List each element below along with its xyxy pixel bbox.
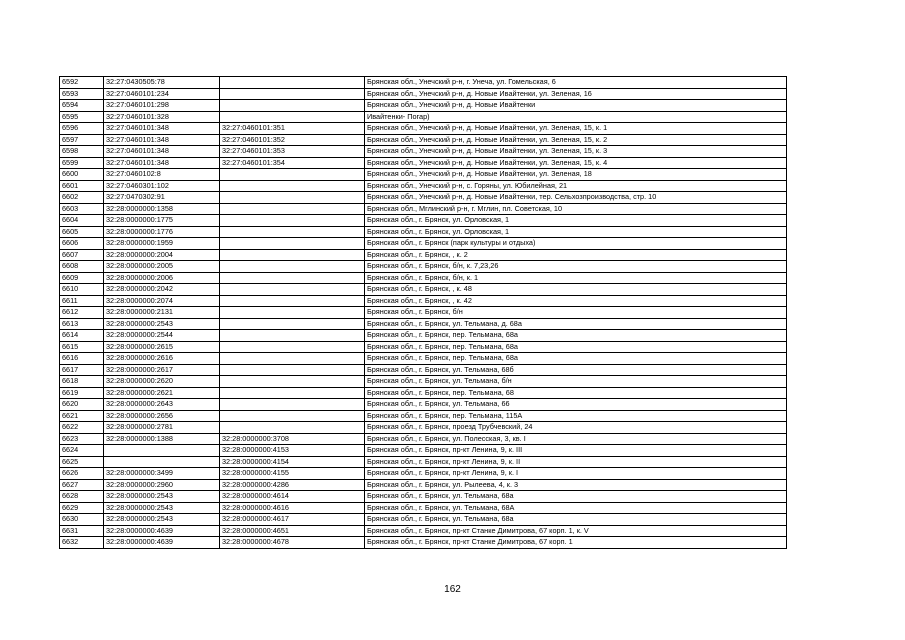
row-number-cell: 6603: [60, 203, 104, 215]
linked-cadastral-number-cell: [220, 272, 365, 284]
cadastral-number-cell: 32:28:0000000:2042: [104, 284, 220, 296]
linked-cadastral-number-cell: [220, 376, 365, 388]
linked-cadastral-number-cell: [220, 318, 365, 330]
cadastral-number-cell: 32:28:0000000:2074: [104, 295, 220, 307]
linked-cadastral-number-cell: 32:27:0460101:352: [220, 134, 365, 146]
address-cell: Брянская обл., Унечский р-н, д. Новые Ивайтенки, ул. Зеленая, 18: [365, 169, 787, 181]
table-row: [60, 238, 787, 250]
linked-cadastral-number-cell: [220, 261, 365, 273]
table-row: [60, 364, 787, 376]
address-cell: Брянская обл., г. Брянск, ул. Полесская, 3, кв. I: [365, 433, 787, 445]
cadastral-number-cell: 32:28:0000000:1388: [104, 433, 220, 445]
table-row: [60, 203, 787, 215]
cadastral-number-cell: 32:28:0000000:2960: [104, 479, 220, 491]
address-cell: Брянская обл., Унечский р-н, д. Новые Ивайтенки, ул. Зеленая, 15, к. 2: [365, 134, 787, 146]
linked-cadastral-number-cell: [220, 341, 365, 353]
address-cell: Брянская обл., г. Брянск, ул. Орловская, 1: [365, 226, 787, 238]
linked-cadastral-number-cell: [220, 295, 365, 307]
address-cell: Брянская обл., г. Брянск, ул. Рылеева, 4, к. 3: [365, 479, 787, 491]
address-cell: Брянская обл., г. Брянск, проезд Трубчевский, 24: [365, 422, 787, 434]
row-number-cell: 6628: [60, 491, 104, 503]
address-cell: Брянская обл., г. Брянск, пр-кт Станке Димитрова, 67 корп. 1: [365, 537, 787, 549]
address-cell: Брянская обл., г. Брянск, ул. Тельмана, д. 68а: [365, 318, 787, 330]
cadastral-number-cell: 32:27:0460101:328: [104, 111, 220, 123]
row-number-cell: 6622: [60, 422, 104, 434]
cadastral-number-cell: 32:27:0460101:348: [104, 134, 220, 146]
row-number-cell: 6629: [60, 502, 104, 514]
linked-cadastral-number-cell: [220, 307, 365, 319]
linked-cadastral-number-cell: [220, 238, 365, 250]
address-cell: Ивайтенки- Погар): [365, 111, 787, 123]
linked-cadastral-number-cell: [220, 215, 365, 227]
row-number-cell: 6596: [60, 123, 104, 135]
cadastral-number-cell: 32:27:0460101:348: [104, 146, 220, 158]
linked-cadastral-number-cell: [220, 399, 365, 411]
table-row: [60, 134, 787, 146]
table-row: [60, 433, 787, 445]
linked-cadastral-number-cell: 32:28:0000000:4286: [220, 479, 365, 491]
cadastral-number-cell: 32:28:0000000:2543: [104, 318, 220, 330]
row-number-cell: 6597: [60, 134, 104, 146]
row-number-cell: 6630: [60, 514, 104, 526]
cadastral-number-cell: 32:28:0000000:1358: [104, 203, 220, 215]
cadastral-number-cell: 32:28:0000000:2656: [104, 410, 220, 422]
cadastral-number-cell: 32:28:0000000:2006: [104, 272, 220, 284]
address-cell: Брянская обл., г. Брянск, пер. Тельмана, 68а: [365, 330, 787, 342]
linked-cadastral-number-cell: [220, 226, 365, 238]
linked-cadastral-number-cell: [220, 410, 365, 422]
address-cell: Брянская обл., Унечский р-н, д. Новые Ивайтенки, ул. Зеленая, 15, к. 4: [365, 157, 787, 169]
linked-cadastral-number-cell: [220, 100, 365, 112]
address-cell: Брянская обл., г. Брянск, , к. 48: [365, 284, 787, 296]
linked-cadastral-number-cell: 32:28:0000000:4651: [220, 525, 365, 537]
address-cell: Брянская обл., Унечский р-н, д. Новые Ивайтенки: [365, 100, 787, 112]
address-cell: Брянская обл., Унечский р-н, д. Новые Ивайтенки, ул. Зеленая, 15, к. 3: [365, 146, 787, 158]
address-cell: Брянская обл., Унечский р-н, д. Новые Ивайтенки, тер. Сельхозпроизводства, стр. 10: [365, 192, 787, 204]
row-number-cell: 6632: [60, 537, 104, 549]
cadastral-number-cell: 32:27:0430505:78: [104, 77, 220, 89]
table-row: [60, 479, 787, 491]
row-number-cell: 6618: [60, 376, 104, 388]
linked-cadastral-number-cell: 32:28:0000000:4154: [220, 456, 365, 468]
row-number-cell: 6621: [60, 410, 104, 422]
registry-table: [59, 76, 787, 549]
linked-cadastral-number-cell: 32:28:0000000:3708: [220, 433, 365, 445]
linked-cadastral-number-cell: [220, 284, 365, 296]
cadastral-number-cell: [104, 456, 220, 468]
cadastral-number-cell: 32:28:0000000:2616: [104, 353, 220, 365]
cadastral-number-cell: [104, 445, 220, 457]
table-row: [60, 514, 787, 526]
table-row: [60, 111, 787, 123]
row-number-cell: 6623: [60, 433, 104, 445]
address-cell: Брянская обл., г. Брянск, ул. Тельмана, б/н: [365, 376, 787, 388]
registry-table-body: [60, 77, 787, 549]
row-number-cell: 6606: [60, 238, 104, 250]
address-cell: Брянская обл., г. Брянск, ул. Орловская, 1: [365, 215, 787, 227]
address-cell: Брянская обл., г. Брянск, ул. Тельмана, 68а: [365, 514, 787, 526]
cadastral-number-cell: 32:27:0460101:348: [104, 157, 220, 169]
address-cell: Брянская обл., г. Брянск, пр-кт Станке Димитрова, 67 корп. 1, к. V: [365, 525, 787, 537]
linked-cadastral-number-cell: 32:27:0460101:354: [220, 157, 365, 169]
address-cell: Брянская обл., г. Брянск, пер. Тельмана, 68: [365, 387, 787, 399]
cadastral-number-cell: 32:28:0000000:2781: [104, 422, 220, 434]
linked-cadastral-number-cell: 32:28:0000000:4614: [220, 491, 365, 503]
cadastral-number-cell: 32:28:0000000:2543: [104, 514, 220, 526]
table-row: [60, 77, 787, 89]
table-row: [60, 192, 787, 204]
table-row: [60, 537, 787, 549]
cadastral-number-cell: 32:28:0000000:1959: [104, 238, 220, 250]
linked-cadastral-number-cell: [220, 111, 365, 123]
linked-cadastral-number-cell: [220, 77, 365, 89]
row-number-cell: 6607: [60, 249, 104, 261]
table-row: [60, 307, 787, 319]
table-row: [60, 341, 787, 353]
linked-cadastral-number-cell: [220, 203, 365, 215]
address-cell: Брянская обл., г. Брянск (парк культуры и отдыха): [365, 238, 787, 250]
table-row: [60, 491, 787, 503]
address-cell: Брянская обл., Унечский р-н, д. Новые Ивайтенки, ул. Зеленая, 15, к. 1: [365, 123, 787, 135]
address-cell: Брянская обл., г. Брянск, , к. 42: [365, 295, 787, 307]
table-row: [60, 410, 787, 422]
cadastral-number-cell: 32:27:0460301:102: [104, 180, 220, 192]
address-cell: Брянская обл., г. Брянск, ул. Тельмана, 66: [365, 399, 787, 411]
row-number-cell: 6624: [60, 445, 104, 457]
table-row: [60, 123, 787, 135]
cadastral-number-cell: 32:27:0460101:298: [104, 100, 220, 112]
cadastral-number-cell: 32:28:0000000:2620: [104, 376, 220, 388]
linked-cadastral-number-cell: 32:28:0000000:4617: [220, 514, 365, 526]
table-row: [60, 468, 787, 480]
row-number-cell: 6619: [60, 387, 104, 399]
linked-cadastral-number-cell: 32:27:0460101:351: [220, 123, 365, 135]
table-row: [60, 353, 787, 365]
address-cell: Брянская обл., г. Брянск, пер. Тельмана, 68а: [365, 341, 787, 353]
row-number-cell: 6592: [60, 77, 104, 89]
row-number-cell: 6627: [60, 479, 104, 491]
row-number-cell: 6613: [60, 318, 104, 330]
row-number-cell: 6609: [60, 272, 104, 284]
table-row: [60, 318, 787, 330]
address-cell: Брянская обл., г. Брянск, б/н, к. 1: [365, 272, 787, 284]
table-row: [60, 525, 787, 537]
address-cell: Брянская обл., г. Брянск, пер. Тельмана, 115А: [365, 410, 787, 422]
table-row: [60, 180, 787, 192]
table-row: [60, 169, 787, 181]
row-number-cell: 6602: [60, 192, 104, 204]
table-row: [60, 376, 787, 388]
table-row: [60, 502, 787, 514]
cadastral-number-cell: 32:28:0000000:3499: [104, 468, 220, 480]
linked-cadastral-number-cell: 32:28:0000000:4155: [220, 468, 365, 480]
table-row: [60, 100, 787, 112]
table-row: [60, 88, 787, 100]
cadastral-number-cell: 32:27:0460101:348: [104, 123, 220, 135]
row-number-cell: 6608: [60, 261, 104, 273]
table-row: [60, 157, 787, 169]
cadastral-number-cell: 32:28:0000000:2544: [104, 330, 220, 342]
page-number: 162: [444, 584, 461, 595]
address-cell: Брянская обл., г. Брянск, пр-кт Ленина, 9, к. III: [365, 445, 787, 457]
row-number-cell: 6615: [60, 341, 104, 353]
row-number-cell: 6601: [60, 180, 104, 192]
table-row: [60, 226, 787, 238]
cadastral-number-cell: 32:28:0000000:2617: [104, 364, 220, 376]
cadastral-number-cell: 32:28:0000000:2131: [104, 307, 220, 319]
table-row: [60, 387, 787, 399]
table-row: [60, 261, 787, 273]
linked-cadastral-number-cell: [220, 249, 365, 261]
cadastral-number-cell: 32:28:0000000:4639: [104, 525, 220, 537]
address-cell: Брянская обл., Унечский р-н, г. Унеча, ул. Гомельская, 6: [365, 77, 787, 89]
table-row: [60, 422, 787, 434]
row-number-cell: 6600: [60, 169, 104, 181]
cadastral-number-cell: 32:28:0000000:2615: [104, 341, 220, 353]
cadastral-number-cell: 32:28:0000000:2004: [104, 249, 220, 261]
row-number-cell: 6617: [60, 364, 104, 376]
address-cell: Брянская обл., Унечский р-н, д. Новые Ивайтенки, ул. Зеленая, 16: [365, 88, 787, 100]
cadastral-number-cell: 32:28:0000000:4639: [104, 537, 220, 549]
table-row: [60, 249, 787, 261]
cadastral-number-cell: 32:28:0000000:2621: [104, 387, 220, 399]
linked-cadastral-number-cell: [220, 330, 365, 342]
linked-cadastral-number-cell: [220, 353, 365, 365]
address-cell: Брянская обл., г. Брянск, пр-кт Ленина, 9, к. I: [365, 468, 787, 480]
row-number-cell: 6595: [60, 111, 104, 123]
cadastral-number-cell: 32:28:0000000:2005: [104, 261, 220, 273]
linked-cadastral-number-cell: [220, 169, 365, 181]
cadastral-number-cell: 32:27:0460101:234: [104, 88, 220, 100]
row-number-cell: 6594: [60, 100, 104, 112]
address-cell: Брянская обл., Мглинский р-н, г. Мглин, пл. Советская, 10: [365, 203, 787, 215]
table-row: [60, 272, 787, 284]
linked-cadastral-number-cell: 32:28:0000000:4153: [220, 445, 365, 457]
linked-cadastral-number-cell: 32:27:0460101:353: [220, 146, 365, 158]
row-number-cell: 6598: [60, 146, 104, 158]
address-cell: Брянская обл., г. Брянск, , к. 2: [365, 249, 787, 261]
table-row: [60, 445, 787, 457]
address-cell: Брянская обл., г. Брянск, ул. Тельмана, 68б: [365, 364, 787, 376]
row-number-cell: 6610: [60, 284, 104, 296]
row-number-cell: 6631: [60, 525, 104, 537]
linked-cadastral-number-cell: [220, 88, 365, 100]
row-number-cell: 6620: [60, 399, 104, 411]
address-cell: Брянская обл., г. Брянск, пр-кт Ленина, 9, к. II: [365, 456, 787, 468]
linked-cadastral-number-cell: 32:28:0000000:4616: [220, 502, 365, 514]
row-number-cell: 6611: [60, 295, 104, 307]
address-cell: Брянская обл., г. Брянск, пер. Тельмана, 68а: [365, 353, 787, 365]
table-row: [60, 456, 787, 468]
linked-cadastral-number-cell: [220, 364, 365, 376]
address-cell: Брянская обл., г. Брянск, ул. Тельмана, 68а: [365, 491, 787, 503]
cadastral-number-cell: 32:28:0000000:2643: [104, 399, 220, 411]
row-number-cell: 6593: [60, 88, 104, 100]
row-number-cell: 6605: [60, 226, 104, 238]
row-number-cell: 6612: [60, 307, 104, 319]
cadastral-number-cell: 32:27:0460102:8: [104, 169, 220, 181]
linked-cadastral-number-cell: [220, 387, 365, 399]
row-number-cell: 6599: [60, 157, 104, 169]
table-row: [60, 399, 787, 411]
address-cell: Брянская обл., Унечский р-н, с. Горяны, ул. Юбилейная, 21: [365, 180, 787, 192]
cadastral-number-cell: 32:28:0000000:1776: [104, 226, 220, 238]
linked-cadastral-number-cell: 32:28:0000000:4678: [220, 537, 365, 549]
address-cell: Брянская обл., г. Брянск, б/н, к. 7,23,26: [365, 261, 787, 273]
linked-cadastral-number-cell: [220, 192, 365, 204]
cadastral-number-cell: 32:28:0000000:2543: [104, 491, 220, 503]
table-row: [60, 146, 787, 158]
address-cell: Брянская обл., г. Брянск, ул. Тельмана, 68А: [365, 502, 787, 514]
address-cell: Брянская обл., г. Брянск, б/н: [365, 307, 787, 319]
row-number-cell: 6604: [60, 215, 104, 227]
linked-cadastral-number-cell: [220, 422, 365, 434]
row-number-cell: 6616: [60, 353, 104, 365]
row-number-cell: 6614: [60, 330, 104, 342]
table-row: [60, 284, 787, 296]
cadastral-number-cell: 32:28:0000000:1775: [104, 215, 220, 227]
cadastral-number-cell: 32:28:0000000:2543: [104, 502, 220, 514]
cadastral-number-cell: 32:27:0470302:91: [104, 192, 220, 204]
row-number-cell: 6626: [60, 468, 104, 480]
linked-cadastral-number-cell: [220, 180, 365, 192]
row-number-cell: 6625: [60, 456, 104, 468]
table-row: [60, 215, 787, 227]
table-row: [60, 330, 787, 342]
table-row: [60, 295, 787, 307]
